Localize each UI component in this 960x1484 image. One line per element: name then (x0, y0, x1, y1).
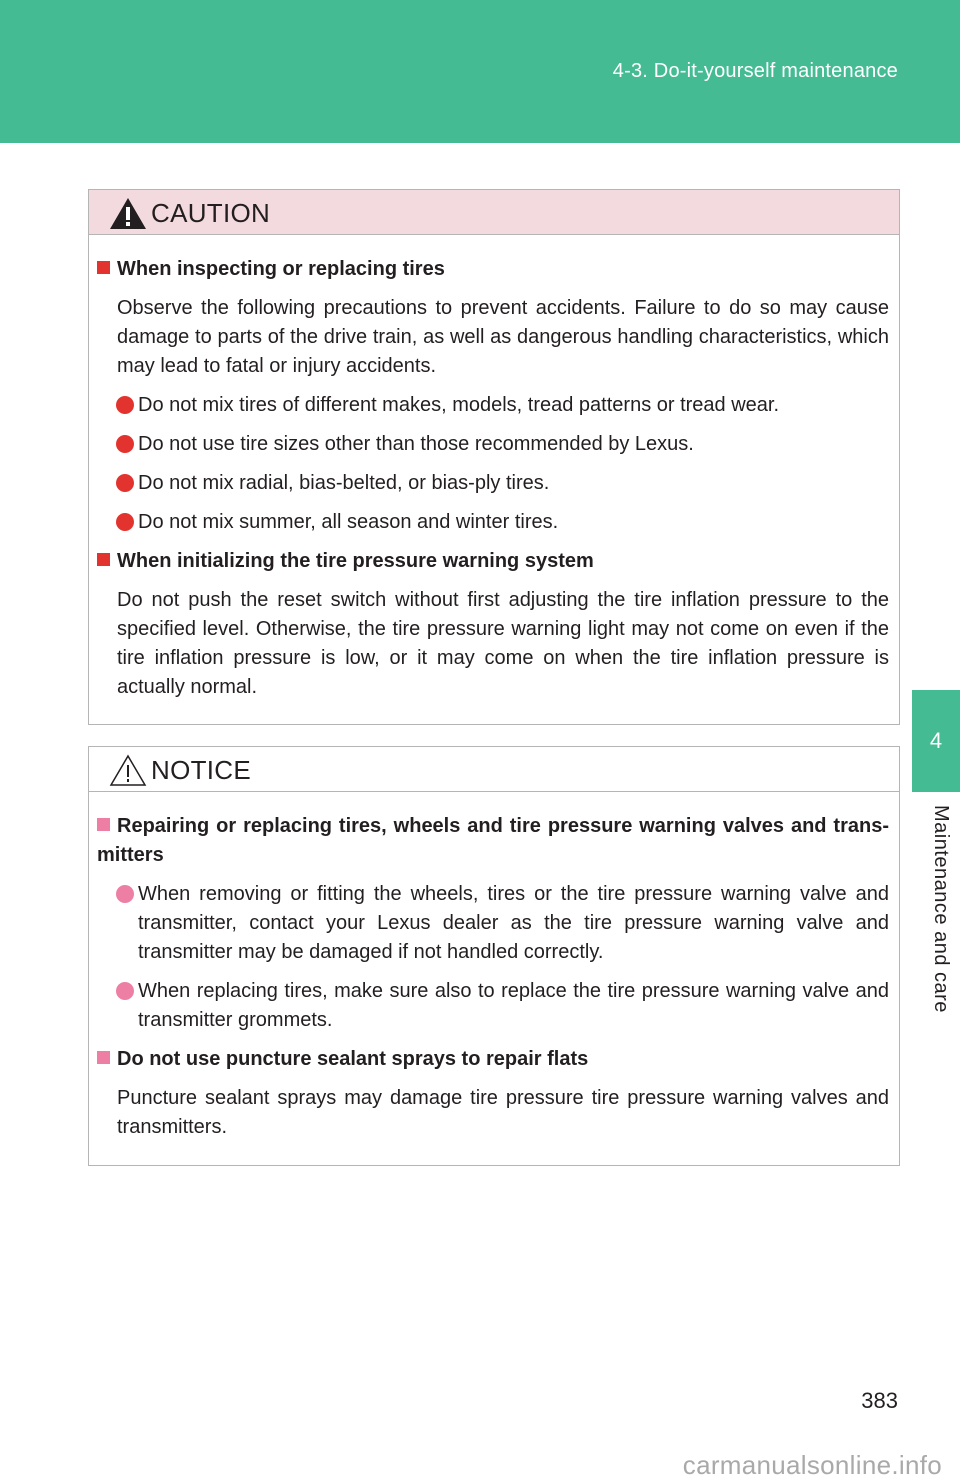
square-bullet-icon (97, 818, 110, 831)
caution-paragraph-initializing: Do not push the reset switch without first adjusting the tire inflation pressure to the specified level. Otherwise, the tire pressure warning light may not come on even if the tire inflation pressure is low, or it may come on when the tire inflation pressure is actually normal. (117, 589, 889, 698)
square-bullet-icon (97, 553, 110, 566)
circle-bullet-icon (116, 982, 134, 1000)
warning-triangle-outline-icon (109, 754, 147, 787)
circle-bullet-icon (116, 396, 134, 414)
list-item: Do not mix tires of different makes, models, tread patterns or tread wear. (138, 391, 889, 420)
circle-bullet-icon (116, 885, 134, 903)
chapter-tab[interactable] (912, 690, 960, 792)
notice-title: NOTICE (151, 755, 252, 785)
page-number: 383 (861, 1388, 898, 1413)
square-bullet-icon (97, 1051, 110, 1064)
caution-header (89, 190, 899, 235)
notice-box (88, 746, 900, 1166)
header-band (0, 0, 960, 143)
caution-box (88, 189, 900, 725)
list-item: When replacing tires, make sure also to replace the tire pressure warning valve and transmitter grommets. (138, 977, 889, 1035)
caution-heading-initializing: When initializing the tire pressure warning system (97, 547, 889, 576)
notice-heading-sealant: Do not use puncture sealant sprays to repair flats (97, 1045, 889, 1074)
circle-bullet-icon (116, 435, 134, 453)
notice-header (89, 747, 899, 792)
warning-triangle-icon (109, 197, 147, 230)
notice-heading-repairing: Repairing or replacing tires, wheels and tire pressure warning valves and trans-mitters (97, 815, 889, 866)
section-title: 4-3. Do-it-yourself maintenance (612, 60, 898, 82)
circle-bullet-icon (116, 513, 134, 531)
list-item: Do not use tire sizes other than those recommended by Lexus. (138, 430, 889, 459)
watermark: carmanualsonline.info (682, 1450, 942, 1480)
list-item: When removing or fitting the wheels, tires or the tire pressure warning valve and transmitter, contact your Lexus dealer as the tire pressure warning valve and transmitter may be damaged if not handled correctly. (138, 880, 889, 967)
circle-bullet-icon (116, 474, 134, 492)
square-bullet-icon (97, 261, 110, 274)
list-item: Do not mix radial, bias-belted, or bias-ply tires. (138, 469, 889, 498)
chapter-title: Maintenance and care (930, 805, 952, 1013)
list-item: Do not mix summer, all season and winter tires. (138, 508, 889, 537)
caution-heading-inspecting: When inspecting or replacing tires (97, 255, 889, 284)
caution-title: CAUTION (151, 198, 271, 228)
caution-paragraph-inspecting: Observe the following precautions to prevent accidents. Failure to do so may cause damage to parts of the drive train, as well as dangerous handling characteristics, which may lead to fatal or injury accidents. (117, 297, 889, 377)
notice-paragraph-sealant: Puncture sealant sprays may damage tire pressure tire pressure warning valves and transmitters. (117, 1087, 889, 1138)
chapter-number: 4 (929, 728, 943, 753)
